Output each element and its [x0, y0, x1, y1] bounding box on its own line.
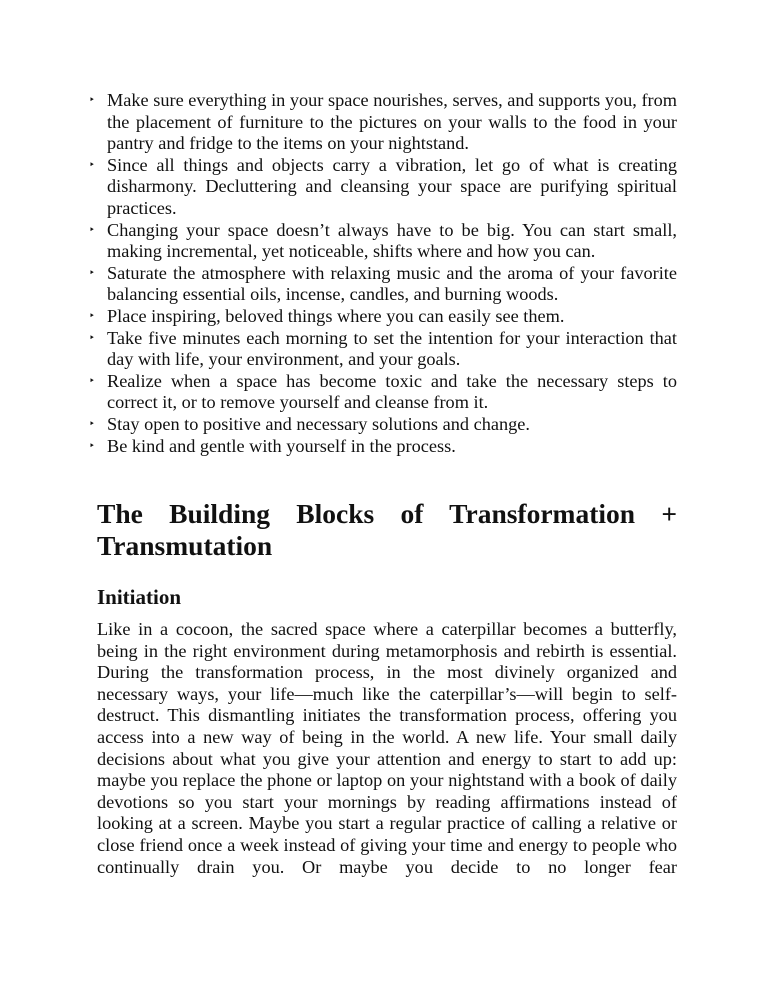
- list-item: [89, 154, 677, 220]
- list-item: [89, 413, 677, 436]
- list-item: [89, 90, 677, 155]
- list-item: [89, 219, 677, 263]
- list-item-text: Make sure everything in your space nourishes, serves, and supports you, from the placement of furniture to the pictures on your walls to the food in your pantry and fridge to the items on your nightstand.: [107, 90, 677, 154]
- bullet-icon: ‣: [89, 332, 95, 344]
- list-item-text: Take five minutes each morning to set the intention for your interaction that day with life, your environment, and your goals.: [107, 327, 677, 370]
- list-item-text: Changing your space doesn’t always have to be big. You can start small, making incremental, yet noticeable, shifts where and how you can.: [107, 219, 677, 262]
- tips-bullet-list: [89, 90, 677, 457]
- list-item: [89, 435, 677, 458]
- bullet-icon: ‣: [89, 310, 95, 322]
- list-item-text: Place inspiring, beloved things where you can easily see them.: [107, 305, 565, 326]
- list-item: [89, 327, 677, 371]
- list-item-text: Stay open to positive and necessary solutions and change.: [107, 413, 530, 434]
- list-item: [89, 370, 677, 414]
- list-item: [89, 305, 677, 328]
- bullet-icon: ‣: [89, 95, 95, 106]
- list-item: [89, 262, 677, 306]
- bullet-icon: ‣: [89, 375, 95, 387]
- list-item-text: Since all things and objects carry a vibration, let go of what is creating disharmony. Decluttering and cleansing your space are purifying spiritual practices.: [107, 154, 677, 218]
- list-item-text: Realize when a space has become toxic and take the necessary steps to correct it, or to remove yourself and cleanse from it.: [107, 370, 677, 413]
- list-item-text: Be kind and gentle with yourself in the process.: [107, 435, 456, 456]
- body-paragraph: Like in a cocoon, the sacred space where a caterpillar becomes a butterfly, being in the right environment during metamorphosis and rebirth is essential. During the transformation process, in the most divinely organized and necessary ways, your life—much like the caterpillar’s—will begin to self-destruct. This dismantling initiates the transformation process, offering you access into a new way of being in the world. A new life. Your small daily decisions about what you give your attention and energy to start to add up: maybe you replace the phone or laptop on your nightstand with a book of daily devotions so you start your mornings by reading affirmations instead of looking at a screen. Maybe you start a regular practice of calling a relative or close friend once a week instead of giving your time and energy to people who continually drain you. Or maybe you decide to no longer fear: [97, 619, 677, 877]
- bullet-icon: ‣: [89, 418, 95, 430]
- bullet-icon: ‣: [89, 159, 95, 171]
- section-heading: The Building Blocks of Transformation + Transmutation: [97, 498, 677, 562]
- sub-heading: Initiation: [97, 585, 182, 610]
- list-item-text: Saturate the atmosphere with relaxing music and the aroma of your favorite balancing essential oils, incense, candles, and burning woods.: [107, 262, 677, 305]
- bullet-icon: ‣: [89, 440, 95, 452]
- document-page: [89, 90, 677, 878]
- bullet-icon: ‣: [89, 267, 95, 279]
- bullet-icon: ‣: [89, 224, 95, 236]
